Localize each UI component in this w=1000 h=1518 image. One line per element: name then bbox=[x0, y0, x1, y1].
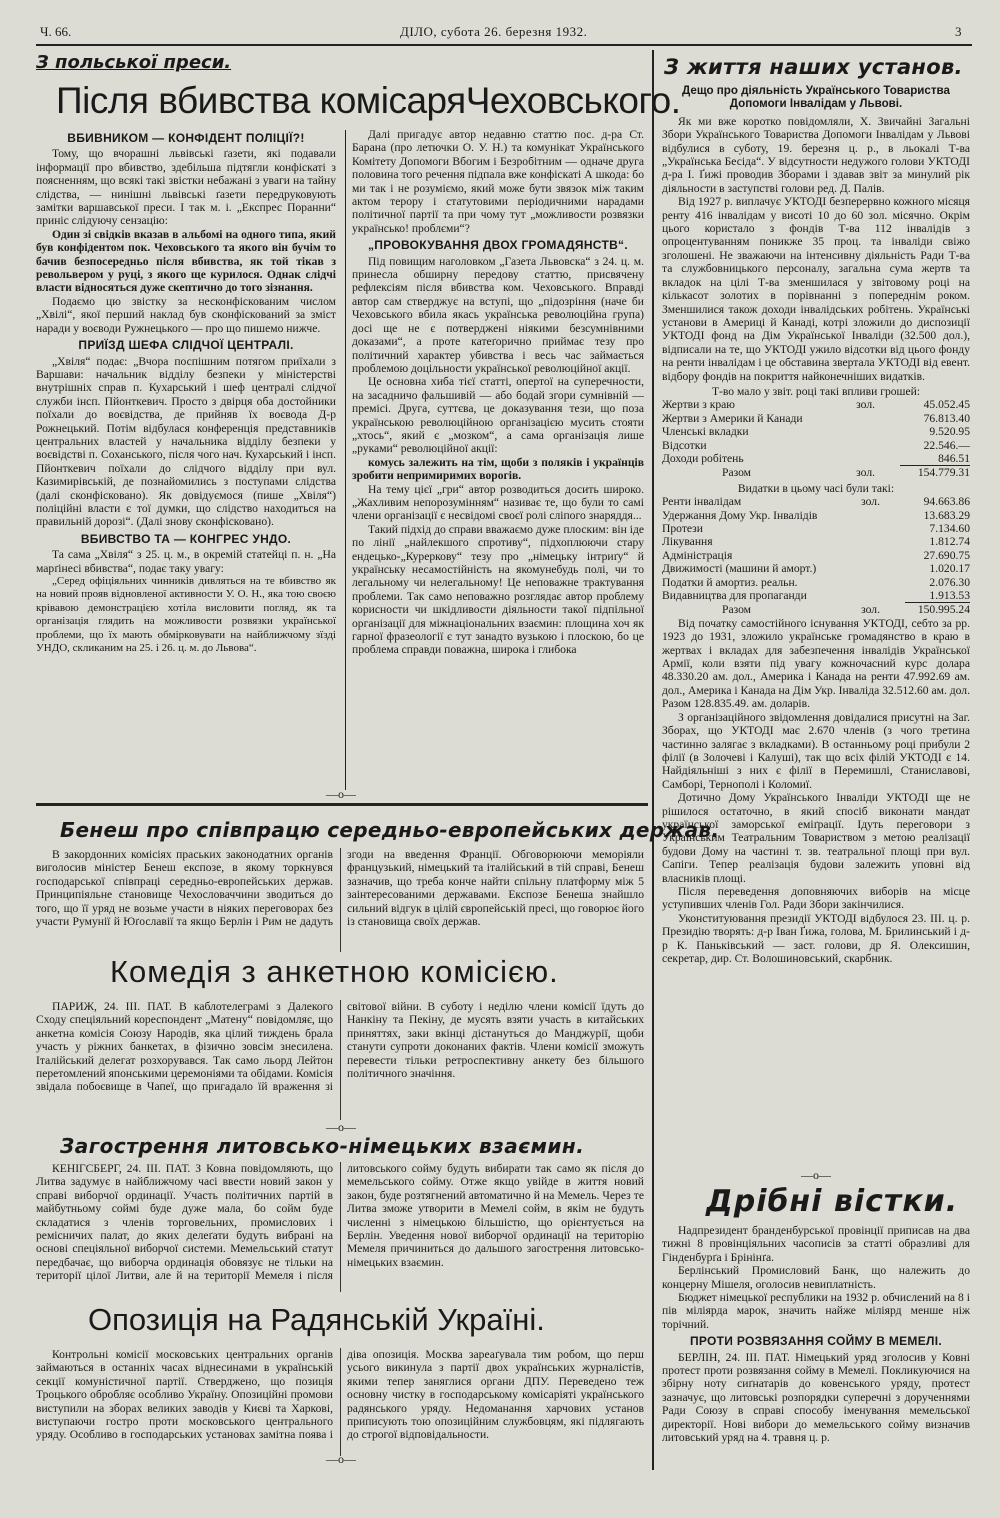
a5-separator: —o— bbox=[326, 1452, 356, 1466]
a6-paragraph: Від початку самостійного існування УКТОДІ, себто за рр. 1923 до 1931, зложило українське громадянство в краю в жертвах і вкладах для забезпечення інвалідів Української Армії, коли взяти під увагу кожночасний курс долара 48.330.20 ам. дол., Америка і Канада на ренти 47.992.69 ам. дол., Америка і Канада на Дім Укр. Інваліда 32.512.60 ам. дол. Разом 128.835.49. ам. доларів. bbox=[662, 616, 970, 711]
income-unit bbox=[850, 412, 900, 425]
main-column-divider bbox=[652, 50, 654, 1470]
a4-paragraph: КЕНІГСБЕРГ, 24. III. ПАТ. З Ковна повідомляють, що Литва задумує в найближчому часі ввести новий закон у справі виборчої ординації. Участь політичних партій в майбутньому соймі буде дуже мала, бо сойм буде складатися з членів торговельних, промислових і ремісничих палат, до яких делеґати будуть вибрані на основі спеціяльної виборчої системи. Мемельський статут передбачає, що виборча ординація обовязує не тільки на території цілої Литви, але й на території Мемеля і після литовського сойму будуть вибирати так само як після до мемельського сойму. Отже якщо увійде в життя новий закон, буде розтягнений автоматично й на Мемель. Через те Литва зможе утворити в Мемелі сойм, в якім не будуть численні з німецькою більшістю, що орієнтується на Берлін. Уведення нової виборчої ординації на територію Мемеля причиниться до дальшого загострення литовсько-німецьких взаємин. bbox=[36, 1162, 644, 1283]
expense-row bbox=[662, 589, 970, 603]
a7-paragraph: БЕРЛІН, 24. III. ПАТ. Німецький уряд зголосив у Ковні протест проти розвязання сойму в Мемелі. Покликуючися на збірну ноту сиґнатарів до ковенського уряду, протест зазначує, що литовські розпорядки суперечні з дорученнями Ради Союзу в справі способу іменування мемельської директорії. Нові вибори до мемельського сойму визначив литовський уряд на 4. травня ц. р. bbox=[662, 1350, 970, 1445]
a1-column-divider bbox=[345, 130, 346, 790]
a6-paragraph: Як ми вже коротко повідомляли, Х. Звичайні Загальні Збори Українського Товариства Допомоги Інвалідам у Львові відбулися в суботу, 19. березня ц. р., в льокалі Т-ва „Українська Бесіда“. У відсутности недужого голови УКТОДІ д-ра І. Ґижі проводив Зборами і здавав звіт за минулий рік діяльности в заступстві голови ред. Д. Палів. bbox=[662, 114, 970, 195]
a1-paragraph: Тому, що вчорашні львівські ґазети, які подавали інформації про вбивство, здебільша підтягли конфіскаті з поясненням, що всякі такі звістки небажані з уваги на тайну слідства, — нинішні львівські ґазети передруковують замітки варшавської преси. І так м. і. „Експрес Поранни“ приніс слідуючу сензацію: bbox=[36, 147, 336, 228]
expense-total-value: 150.995.24 bbox=[905, 603, 970, 617]
income-value: 76.813.40 bbox=[923, 411, 970, 425]
expense-value: 7.134.60 bbox=[929, 522, 970, 535]
a4-body bbox=[36, 1162, 644, 1292]
expense-row bbox=[662, 535, 970, 548]
a1-bottom-rule bbox=[36, 803, 648, 806]
article-title-news: Дрібні вістки. bbox=[706, 1184, 959, 1219]
income-label: Доходи робітень bbox=[662, 452, 744, 466]
expense-label: Протези bbox=[662, 522, 703, 535]
expense-table bbox=[662, 495, 970, 617]
a1-separator: —o— bbox=[326, 787, 356, 801]
a1-paragraph: Під повищим наголовком „Газета Львовска“ з 24. ц. м. принесла обширну передову статтю, присвячену рефлексіям після вбивства ком. Чеховського. Вправді автор сам стверджує на вступі, що „підозріння (наче би Чеховського вбила якась українська революційна група) досі ще не є потверджені ніякими безсумнівними доказами“, а проте катеґорично приймає тезу про політичний характер убивства і весь час займається проблемою доцільности української революційної акції. bbox=[352, 254, 644, 375]
a1-subhead-1: ВБИВНИКОМ — КОНФІДЕНТ ПОЛІЦІЇ?! bbox=[67, 131, 305, 145]
a6-separator: —o— bbox=[801, 1168, 831, 1182]
expense-table-intro: Видатки в цьому часі були такі: bbox=[737, 481, 895, 495]
a1-paragraph: Далі пригадує автор недавню статтю пос. д-ра Ст. Барана (про летючки О. У. Н.) та комунікат Українського Комітету Допомоги Вбогим і Безробітним — одначе друга половина того речення підпала вже конфіскаті А шкода: бо ми так і не розуміємо, який може бути звязок між таким актом терору і статутовими періодичними нарадами політичної партії та при чому тут „можливости розвязки українсько! проблєми“? bbox=[352, 128, 644, 235]
expense-row bbox=[662, 522, 970, 535]
expense-label: Ренти інвалідам bbox=[662, 495, 742, 509]
page-number: Ч. 66. bbox=[40, 24, 72, 39]
expense-total-row bbox=[662, 603, 970, 617]
expense-value: 1.812.74 bbox=[929, 535, 970, 549]
income-value: 9.520.95 bbox=[929, 425, 970, 439]
a6-paragraph: Від 1927 р. виплачує УКТОДІ безперервно кожного місяця ренту 416 інвалідам у висоті 10 до 60 зол. місячно. Окрім цього користало з фондів Т-ва 112 інвалідів з опроцентуванням поникже 35 проц. та інваліди свіжо зголошені. Не зважаючи на інтенсивну діяльність Ради Т-ва та службовницького персоналу, загальна сума жертв та вкладок на цілі Т-ва зменшилася у звітовому році на кількасот золотих в порівнанні з попереднім роком. Зменшилися також доходи інвалідських робітень. Українські установи в Америці й Канаді, котрі зложили до диспозиції УКТОДІ фонд на Дім Української Інваліди (32.500 дол.), відписали на те, що УКТОДІ ужило відсотки від цього фонду на ренти інвалідам і це обставина звертала УКТОДІ від евент. відбору фондів на покриття найконечніших видатків. bbox=[662, 195, 970, 383]
income-value: 45.052.45 bbox=[923, 398, 970, 412]
expense-total-label: Разом bbox=[722, 603, 752, 617]
income-total-value: 154.779.31 bbox=[900, 466, 970, 480]
a2-paragraph: В закордонних комісіях праських законодатних органів виголосив міністер Бенеш експозе, в якому торкнувся господарської співпраці середньо-европейських держав. Принципіяльне становище Чехословаччини зводиться до того, що її уряд не возьме участи в ніяких переговорах без участи Румунії й Юґославії та якщо Берлін і Рим не дадуть згоди на введення Франції. Обговорюючи меморіяли французький, німецький та італійський в тій справі, Бенеш зазначив, що треба конче найти спільну платформу між 5 заінтересованими державами. Експозе Бенеша знайшло сильний відгук в цілій європейській пресі, що говорює його із становища своїх держав. bbox=[36, 848, 644, 929]
a1-paragraph: „Хвіля“ подає: „Вчора поспішним потягом приїхали з Варшави: начальник відділу безпеки у міністерстві внутрішніх справ п. Кухарський і шеф централі слідчої служби інсп. Пйонткевич. Просто з двірця оба достойники поїхали до воєвідства, де прийняв їх воєвода Д-р Рожнецький. Потім відбулася конференція представників центральних властей у начальника відділу безпеки у воєвідстві п. Соханського, після чого нач. Кухарський і інсп. Пйонткевич поїхали до слідчого відділу при вул. Казимирівській, де познайомились з поступами слідства (далі сконфісковано). Як довідуємося (пише „Хвіля“) поліційні власти є тої думки, що слідство находиться на правильній дорозі“. (Далі знову сконфісковано). bbox=[36, 354, 336, 529]
expense-unit bbox=[855, 589, 905, 603]
page-number-right: 3 bbox=[955, 24, 962, 39]
a3-paragraph: ПАРИЖ, 24. III. ПАТ. В каблотелеграмі з Далекого Сходу спеціяльний кореспондент „Матену“ повідомляє, що анкетна комісія Союзу Народів, яка цілий тиждень брала участь у ріжних банкетах, в фізично зовсім знесилена. Італійський делегат розхорувався. Так само льорд Лейтон перетомлений японськими церемоніями та обідами. Комісія звідала побоєвище в Чапеї, що пригадало їй враження зі світової війни. В суботу і неділю члени комісії їдуть до Нанкіну та Пекіну, де мусять взяти участь в китайських приняттях, заки вкінці дістануться до Манджурії, щоби станути супроти доконаних фактів. Члени комісії зможуть перевести тільки ретроспективну анкету без більшого політичного значіння. bbox=[36, 1000, 644, 1094]
section-label: З польської преси. bbox=[36, 52, 232, 73]
a1-paragraph: Та сама „Хвіля“ з 25. ц. м., в окремій статейці п. н. „На марґінесі вбивства“, подає таку увагу: bbox=[36, 548, 336, 575]
expense-rows bbox=[662, 495, 970, 603]
a1-paragraph: Подаємо цю звістку за несконфіскованим числом „Хвілі“, якої перший наклад був сконфіскований за зміст наради у воєводи Ружнецького — про що пишемо нижче. bbox=[36, 294, 336, 335]
expense-label: Податки й амортиз. реальн. bbox=[662, 575, 798, 589]
a6-body bbox=[662, 84, 970, 965]
expense-label: Адміністрація bbox=[662, 548, 733, 562]
a6-paragraph: Дотично Дому Українського Інваліди УКТОДІ ще не рішилося остаточно, в який спосіб виконати мандат української заморської еміґрації. Ідуть переговори з Українським Театральним Товариством з метою реалізації будови Дому на частині т. зв. театральної площі при вул. Сапіги. Тепер реалізація будови залежить уповні від власників площі. bbox=[662, 791, 970, 885]
a7-paragraph: Надпрезидент бранденбурської провінції приписав на два тижні 8 провінціяльних часописів за статті образливі для Гінденбурґа і Брінінґа. bbox=[662, 1224, 970, 1264]
article-title-chekhovsky: Після вбивства комісаряЧеховського. bbox=[56, 80, 681, 121]
income-row bbox=[662, 452, 970, 466]
expense-value: 94.663.86 bbox=[923, 495, 970, 509]
article-title-benesh: Бенеш про співпрацю середньо-европейських держав. bbox=[60, 818, 720, 842]
income-unit: зол. bbox=[856, 398, 876, 412]
a7-body bbox=[662, 1224, 970, 1474]
expense-unit bbox=[855, 522, 905, 535]
a1-paragraph: комусь залежить на тім, щоби з поляків і українців зробити непримиримих ворогів. bbox=[352, 455, 644, 483]
income-label: Членські вкладки bbox=[662, 425, 749, 439]
article-title-lithuania: Загострення литовсько-німецьких взаємин. bbox=[60, 1134, 585, 1158]
a1-quote: „Серед офіціяльних чинників дивляться на те вбивство як на новий прояв відновленої активности У. О. Н., яка тою своєю крівавою демонстрацією хотіла висловити погляд, як та організація глядить на можливости розвязки української проблеми, що їх мають обмірковувати на найближчому зїзді УНДО, скликаним на 25. і 26. ц. м. до Львова“. bbox=[36, 575, 336, 655]
income-value: 846.51 bbox=[938, 451, 970, 465]
a6-subtitle: Дещо про діяльність Українського Товариства Допомоги Інвалідам у Львові. bbox=[682, 84, 950, 111]
article-title-opposition: Опозиція на Радянській Україні. bbox=[88, 1302, 545, 1337]
income-row bbox=[662, 412, 970, 425]
masthead-date: ДІЛО, субота 26. березня 1932. bbox=[400, 24, 588, 39]
expense-unit bbox=[855, 509, 905, 522]
a7-paragraph: Бюджет німецької республики на 1932 р. обчислений на 8 і пів міліярда марок, значить найже міліярд менше ніж торічний. bbox=[662, 1291, 970, 1331]
a3-body bbox=[36, 1000, 644, 1120]
expense-row bbox=[662, 562, 970, 575]
a6-paragraph: Уконституювання президії УКТОДІ відбулося 23. III. ц. р. Президію творять: д-р Іван Ґижа, голова, М. Брилинський і д-р К. Паньківський — заст. голови, др Я. Олексишин, секретар, дир. Ст. Волошиновський, скарбник. bbox=[662, 911, 970, 965]
a6-paragraph: З організаційного звідомлення довідалися присутні на Заг. Зборах, що УКТОДІ має 2.670 членів (з чого третина частинно залягає з вкладками). В останньому році прибули 2 філії (в Золочеві і Калуші), так що всіх філій УКТОДІ є 14. Найдіяльніші з них є філії в Перемишлі, Станиславові, Самборі, Тернополі і Коломиї. bbox=[662, 710, 970, 791]
a1-column-right bbox=[352, 128, 644, 788]
expense-label: Удержання Дому Укр. Інвалідів bbox=[662, 508, 818, 522]
expense-label: Лікування bbox=[662, 535, 713, 549]
article-title-commission: Комедія з анкетною комісією. bbox=[110, 954, 559, 989]
income-label: Відсотки bbox=[662, 438, 707, 452]
article-title-institutions: З життя наших установ. bbox=[664, 55, 963, 79]
income-rows bbox=[662, 398, 970, 466]
income-total-label: Разом bbox=[722, 466, 752, 480]
income-row bbox=[662, 398, 970, 411]
expense-row bbox=[662, 495, 970, 508]
expense-row bbox=[662, 549, 970, 562]
expense-unit: зол. bbox=[861, 495, 880, 509]
a5-body bbox=[36, 1348, 644, 1456]
income-total-unit: зол. bbox=[856, 466, 876, 480]
income-unit bbox=[850, 452, 900, 466]
a3-separator: —o— bbox=[326, 1120, 356, 1134]
expense-value: 2.076.30 bbox=[929, 575, 970, 589]
a2-body bbox=[36, 848, 644, 952]
expense-row bbox=[662, 509, 970, 522]
income-label: Жертви з Америки й Канади bbox=[662, 411, 803, 425]
a7-subhead: ПРОТИ РОЗВЯЗАННЯ СОЙМУ В МЕМЕЛІ. bbox=[689, 1334, 943, 1349]
a1-column-left bbox=[36, 128, 336, 800]
a1-paragraph: На тему цієї „гри“ автор розводиться досить широко. „Жахливим непорозумінням“ називає те, що були то самі члени організації є несвідомі своєї ролі сліпого знаряддя... bbox=[352, 482, 644, 523]
expense-value: 1.020.17 bbox=[929, 562, 970, 576]
a5-paragraph: Контрольні комісії московських центральних органів займаються в останніх часах віднесинами в українській секції комуністичної партії. Стверджено, що позиція Троцького обробляє особливо Україну. Опозиційні промови виступили на зборах великих заводів у Києві та Харкові, виступаючи гостро проти московського центрального уряду. Особливо в господарських установах замітна поява і діва опозиція. Москва зареаґувала тим робом, що перш усього викинула з партії двох українських журналістів, якими тепер заняглися органи ДПУ. Переведено теж основну чистку в господарському комісаріяті українського радянського уряду. Недоманання харчових установ приписують тою опозиційним службовцям, які підлягають до строгої відповідальности. bbox=[36, 1348, 644, 1442]
expense-label: Видавництва для пропаганди bbox=[662, 589, 807, 603]
income-value: 22.546.— bbox=[923, 438, 970, 452]
a7-paragraph: Берлінський Промисловий Банк, що належить до концерну Мішеля, оголосив невиплатність. bbox=[662, 1264, 970, 1291]
expense-unit bbox=[855, 549, 905, 562]
header-rule bbox=[36, 44, 972, 46]
a1-subhead-4: „ПРОВОКУВАННЯ ДВОХ ГРОМАДЯНСТВ“. bbox=[368, 238, 628, 253]
a6-paragraph: Після переведення доповняючих виборів на місце уступивших членів Гол. Ради Збори закінчилися. bbox=[662, 884, 970, 912]
income-label: Жертви з краю bbox=[662, 398, 735, 412]
expense-unit bbox=[855, 576, 905, 589]
expense-total-unit: зол. bbox=[861, 603, 880, 617]
income-row bbox=[662, 439, 970, 452]
income-row bbox=[662, 425, 970, 438]
expense-unit bbox=[855, 562, 905, 575]
a1-subhead-3: ВБИВСТВО ТА — КОНГРЕС УНДО. bbox=[80, 531, 292, 546]
expense-label: Движимості (машини й аморт.) bbox=[662, 562, 817, 576]
income-unit bbox=[850, 439, 900, 452]
a1-paragraph: Такий підхід до справи вважаємо дуже плоским: він іде по лінії „найлекшого спротиву“, підхоплюючи стару ендецько-„Куреркову“ тезу про „німецьку інтриґу“ й українську несамостійність на якомунебудь полі, чи то легальному чи нелегальному! Це неповажне трактування проблеми. Так само неповажно розглядає автор проблему корисности чи шкідливости діяльности такої підпільної організації для міжнаціональних взаємин: площина хоч як гарної фразеології є тут занадто вузькою і плоскою, бо це проблема справди поважна, широка і глибока bbox=[352, 522, 644, 657]
income-total-row bbox=[662, 466, 970, 480]
a1-subhead-2: ПРИЇЗД ШЕФА СЛІДЧОЇ ЦЕНТРАЛІ. bbox=[78, 338, 294, 353]
income-table-intro: Т-во мало у звіт. році такі впливи грошей: bbox=[711, 384, 921, 398]
expense-row bbox=[662, 576, 970, 589]
expense-value: 27.690.75 bbox=[923, 548, 970, 562]
income-unit bbox=[850, 425, 900, 438]
income-table bbox=[662, 398, 970, 479]
expense-value: 13.683.29 bbox=[923, 508, 970, 522]
expense-unit bbox=[855, 535, 905, 548]
a1-paragraph: Один зі свідків вказав в альбомі на одного типа, який був конфідентом пок. Чеховського та якого він бучім то бачив безпосередньо після вбивства, як той тікав з револьвером у руці, з якого ще курилося. Однак слідчі власти відносяться дуже скептично до того зізнання. bbox=[36, 227, 336, 295]
expense-value: 1.913.53 bbox=[929, 589, 970, 603]
a1-paragraph: Це основна хиба тієї статті, опертої на суперечности, на засадничо фальшивій — або бодай згори сумнівній — премісі. Друга, суттєва, це доказування тези, що поза українською революційною організацією мусить стояти „хтось“, який є „мозком“, а сама організація лише „руками“ революційної акції: bbox=[352, 375, 644, 456]
